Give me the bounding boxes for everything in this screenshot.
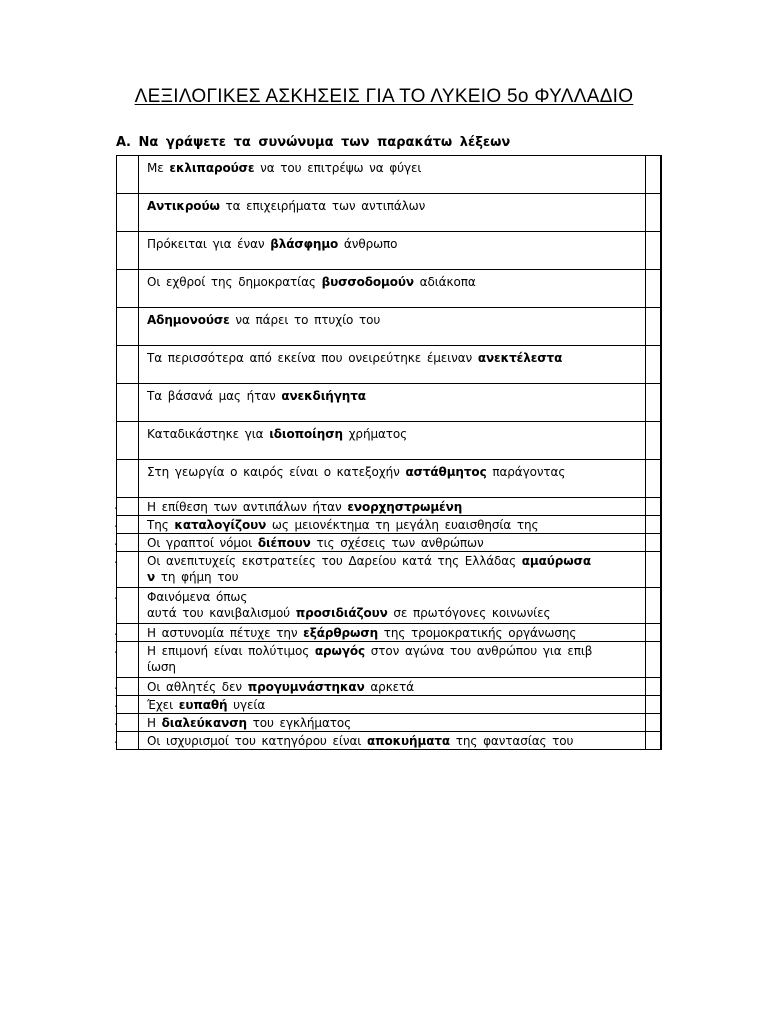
target-word: καταλογίζουν (174, 518, 267, 532)
sentence-cell (139, 552, 646, 588)
sentence-text: τα επιχειρήματα των αντιπάλων (219, 199, 426, 213)
sentence-cell (139, 534, 646, 552)
answer-cell (646, 460, 662, 498)
answer-cell (646, 308, 662, 346)
target-word: βλάσφημο (270, 237, 339, 251)
table-row (117, 552, 662, 588)
table-row (117, 516, 662, 534)
sentence-text: αρκετά (364, 680, 414, 694)
sentence-text: Οι ανεπιτυχείς εκστρατείες του Δαρείου κατά της Ελλάδας (147, 554, 522, 568)
row-number-cell (114, 732, 139, 750)
sentence-text: της φαντασίας του (450, 734, 574, 748)
row-number-cell (114, 498, 139, 516)
row-number: . (114, 588, 118, 602)
row-number: . (114, 732, 118, 746)
row-number-cell (117, 384, 139, 422)
row-number-cell (117, 308, 139, 346)
sentence-text: τις σχέσεις των ανθρώπων (310, 536, 484, 550)
sentence-text: ίωση (147, 660, 176, 674)
sentence-text: να πάρει το πτυχίο του (229, 313, 381, 327)
table-row (117, 232, 662, 270)
sentence-text: υγεία (227, 698, 266, 712)
table-row (117, 308, 662, 346)
row-number: . (114, 624, 118, 638)
row-number-cell (114, 552, 139, 588)
sentence-text: ως μειονέκτημα τη μεγάλη ευαισθησία της (266, 518, 539, 532)
sentence-cell (139, 714, 646, 732)
table-row (117, 624, 662, 642)
sentence-text: στον αγώνα του ανθρώπου για επιβ (365, 644, 593, 658)
sentence-text: Η αστυνομία πέτυχε την (147, 626, 304, 640)
row-number: . (114, 714, 118, 728)
target-word: εκλιπαρούσε (169, 161, 255, 175)
answer-cell (646, 232, 662, 270)
sentence-text: Στη γεωργία ο καιρός είναι ο κατεξοχήν (147, 465, 406, 479)
exercise-instruction: Α. Να γράψετε τα συνώνυμα των παρακάτω λέξεων (116, 135, 511, 150)
sentence-text: Η επιμονή είναι πολύτιμος (147, 644, 315, 658)
worksheet-title: ΛΕΞΙΛΟΓΙΚΕΣ ΑΣΚΗΣΕΙΣ ΓΙΑ ΤΟ ΛΥΚΕΙΟ 5ο ΦΥΛΛΑΔΙΟ (134, 86, 634, 107)
answer-cell (646, 732, 662, 750)
sentence-text: αυτά του κανιβαλισμού (147, 606, 296, 620)
row-number: . (114, 516, 118, 530)
sentence-text: Έχει (147, 698, 179, 712)
answer-cell (646, 624, 662, 642)
target-word: αποκυήματα (366, 734, 451, 748)
sentence-text: χρήματος (342, 427, 408, 441)
target-word: διαλεύκανση (161, 716, 247, 730)
row-number-cell (114, 714, 139, 732)
row-number-cell (117, 194, 139, 232)
table-row (117, 534, 662, 552)
sentence-cell (139, 624, 646, 642)
answer-cell (646, 642, 662, 678)
table-row (117, 460, 662, 498)
sentence-cell (139, 422, 646, 460)
target-word: ιδιοποίηση (269, 427, 343, 441)
answer-cell (646, 270, 662, 308)
target-word: Αντικρούω (147, 199, 220, 213)
row-number-cell (117, 422, 139, 460)
sentence-text: άνθρωπο (338, 237, 398, 251)
row-number-cell (114, 534, 139, 552)
target-word: ν (147, 570, 156, 584)
target-word: Αδημονούσε (147, 313, 230, 327)
answer-cell (646, 346, 662, 384)
table-row (117, 642, 662, 678)
answer-cell (646, 696, 662, 714)
sentence-cell (139, 732, 646, 750)
sentence-text: Οι γραπτοί νόμοι (147, 536, 258, 550)
row-number-cell (114, 678, 139, 696)
row-number-cell (114, 696, 139, 714)
answer-cell (646, 384, 662, 422)
sentence-cell (139, 588, 646, 624)
sentence-text: αδιάκοπα (413, 275, 476, 289)
sentence-text: Τα βάσανά μας ήταν (147, 389, 282, 403)
table-row (117, 346, 662, 384)
sentence-text: Οι εχθροί της δημοκρατίας (147, 275, 322, 289)
answer-cell (646, 714, 662, 732)
sentence-cell (139, 516, 646, 534)
sentence-cell (139, 384, 646, 422)
target-word: ενορχηστρωμένη (347, 500, 463, 514)
row-number-cell (117, 460, 139, 498)
sentence-cell (139, 194, 646, 232)
row-number-cell (117, 270, 139, 308)
answer-cell (646, 534, 662, 552)
target-word: εξάρθρωση (303, 626, 379, 640)
sentence-text: Πρόκειται για έναν (147, 237, 271, 251)
table-row (117, 156, 662, 194)
sentence-cell (139, 678, 646, 696)
row-number-cell (114, 624, 139, 642)
row-number: . (114, 696, 118, 710)
sentence-text: Με (147, 161, 170, 175)
sentence-cell (139, 270, 646, 308)
target-word: αρωγός (314, 644, 366, 658)
sentence-text: του εγκλήματος (246, 716, 352, 730)
table-row (117, 498, 662, 516)
row-number: . (114, 534, 118, 548)
row-number: . (114, 552, 118, 566)
sentence-cell (139, 156, 646, 194)
sentence-text: Οι ισχυρισμοί του κατηγόρου είναι (147, 734, 367, 748)
table-row (117, 270, 662, 308)
target-word: ευπαθή (178, 698, 228, 712)
sentence-text: Η (147, 716, 162, 730)
target-word: προσιδιάζουν (295, 606, 388, 620)
target-word: αμαύρωσα (521, 554, 592, 568)
answer-cell (646, 194, 662, 232)
target-word: ανεκδιήγητα (281, 389, 366, 403)
row-number-cell (117, 232, 139, 270)
answer-cell (646, 552, 662, 588)
row-number-cell (114, 588, 139, 624)
sentence-cell (139, 232, 646, 270)
sentence-text: Της (147, 518, 175, 532)
sentence-cell (139, 308, 646, 346)
sentence-text: Τα περισσότερα από εκείνα που ονειρεύτηκε έμειναν (147, 351, 478, 365)
target-word: διέπουν (257, 536, 311, 550)
answer-cell (646, 678, 662, 696)
row-number-cell (114, 516, 139, 534)
row-number: . (114, 678, 118, 692)
answer-cell (646, 422, 662, 460)
target-word: προγυμνάστηκαν (247, 680, 365, 694)
row-number-cell (117, 156, 139, 194)
sentence-cell (139, 346, 646, 384)
table-row (117, 384, 662, 422)
table-row (117, 714, 662, 732)
sentence-cell (139, 460, 646, 498)
table-row (117, 194, 662, 232)
table-row (117, 422, 662, 460)
table-row (117, 732, 662, 750)
row-number-cell (114, 642, 139, 678)
sentence-text: Η επίθεση των αντιπάλων ήταν (147, 500, 348, 514)
sentence-text: Φαινόμενα όπως (147, 590, 248, 604)
sentence-text: Οι αθλητές δεν (147, 680, 248, 694)
sentence-text: της τρομοκρατικής οργάνωσης (378, 626, 577, 640)
sentence-cell (139, 696, 646, 714)
table-row (117, 696, 662, 714)
table-row (117, 588, 662, 624)
sentence-cell (139, 498, 646, 516)
row-number-cell (117, 346, 139, 384)
table-row (117, 678, 662, 696)
sentence-text: παράγοντας (486, 465, 566, 479)
sentence-text: να του επιτρέψω να φύγει (254, 161, 422, 175)
answer-cell (646, 498, 662, 516)
row-number: . (114, 498, 118, 512)
row-number: . (114, 642, 118, 656)
target-word: βυσσοδομούν (321, 275, 414, 289)
answer-cell (646, 156, 662, 194)
sentence-cell (139, 642, 646, 678)
exercise-table (116, 155, 662, 750)
sentence-text: τη φήμη του (155, 570, 239, 584)
sentence-text: Καταδικάστηκε για (147, 427, 270, 441)
answer-cell (646, 516, 662, 534)
target-word: ανεκτέλεστα (477, 351, 563, 365)
target-word: αστάθμητος (405, 465, 487, 479)
sentence-text: σε πρωτόγονες κοινωνίες (387, 606, 551, 620)
answer-cell (646, 588, 662, 624)
